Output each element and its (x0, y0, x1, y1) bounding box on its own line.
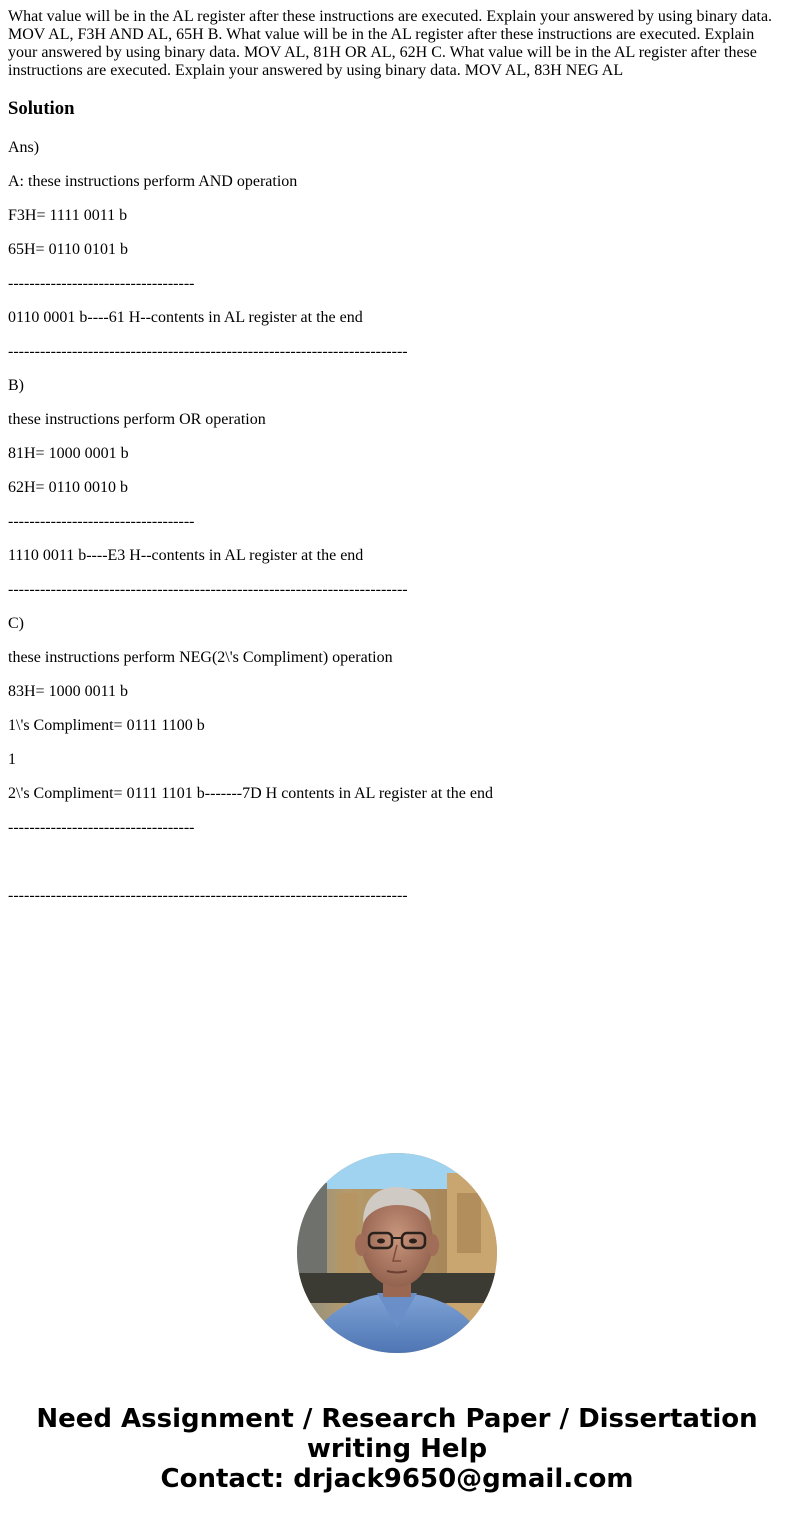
answer-line: ----------------------------------- (8, 275, 195, 292)
answer-line: ----------------------------------- (8, 513, 195, 530)
answer-line: A: these instructions perform AND operation (8, 173, 298, 190)
answer-line: ----------------------------------- (8, 819, 195, 836)
answer-line: F3H= 1111 0011 b (8, 207, 128, 224)
answer-line: these instructions perform NEG(2\'s Compliment) operation (8, 649, 393, 666)
answer-line: 65H= 0110 0101 b (8, 241, 128, 258)
answer-line: B) (8, 377, 24, 394)
answer-line: 0110 0001 b----61 H--contents in AL register at the end (8, 309, 363, 326)
answer-body (8, 139, 786, 921)
answer-line: Ans) (8, 139, 40, 156)
answer-line: 83H= 1000 0011 b (8, 683, 128, 700)
answer-line: 1\'s Compliment= 0111 1100 b (8, 717, 205, 734)
answer-line: 1110 0011 b----E3 H--contents in AL register at the end (8, 547, 364, 564)
author-photo-image (297, 1153, 497, 1353)
promo-line-1: Need Assignment / Research Paper / Dissertation (36, 1404, 758, 1434)
answer-line: 2\'s Compliment= 0111 1101 b-------7D H contents in AL register at the end (8, 785, 493, 802)
answer-line: these instructions perform OR operation (8, 411, 266, 428)
answer-line: --------------------------------------------------------------------------- (8, 581, 408, 598)
promo-line-2: writing Help (306, 1434, 488, 1464)
answer-line: 81H= 1000 0001 b (8, 445, 129, 462)
promo-banner (0, 1404, 794, 1494)
answer-line: --------------------------------------------------------------------------- (8, 887, 408, 904)
answer-line: 1 (8, 751, 16, 768)
promo-contact: Contact: drjack9650@gmail.com (160, 1464, 634, 1494)
answer-line: --------------------------------------------------------------------------- (8, 343, 408, 360)
answer-line: C) (8, 615, 24, 632)
solution-heading: Solution (8, 98, 75, 119)
author-photo (297, 1153, 497, 1353)
answer-line: 62H= 0110 0010 b (8, 479, 128, 496)
answer-line-blank (8, 853, 786, 871)
question-text: What value will be in the AL register after these instructions are executed. Explain your answered by using binary data. MOV AL, F3H AND AL, 65H B. What value will be in the AL register after these instructions are executed. Explain your answered by using binary data. MOV AL, 81H OR AL, 62H C. What value will be in the AL register after these instructions are executed. Explain your answered by using binary data. MOV AL, 83H NEG AL (8, 8, 773, 79)
